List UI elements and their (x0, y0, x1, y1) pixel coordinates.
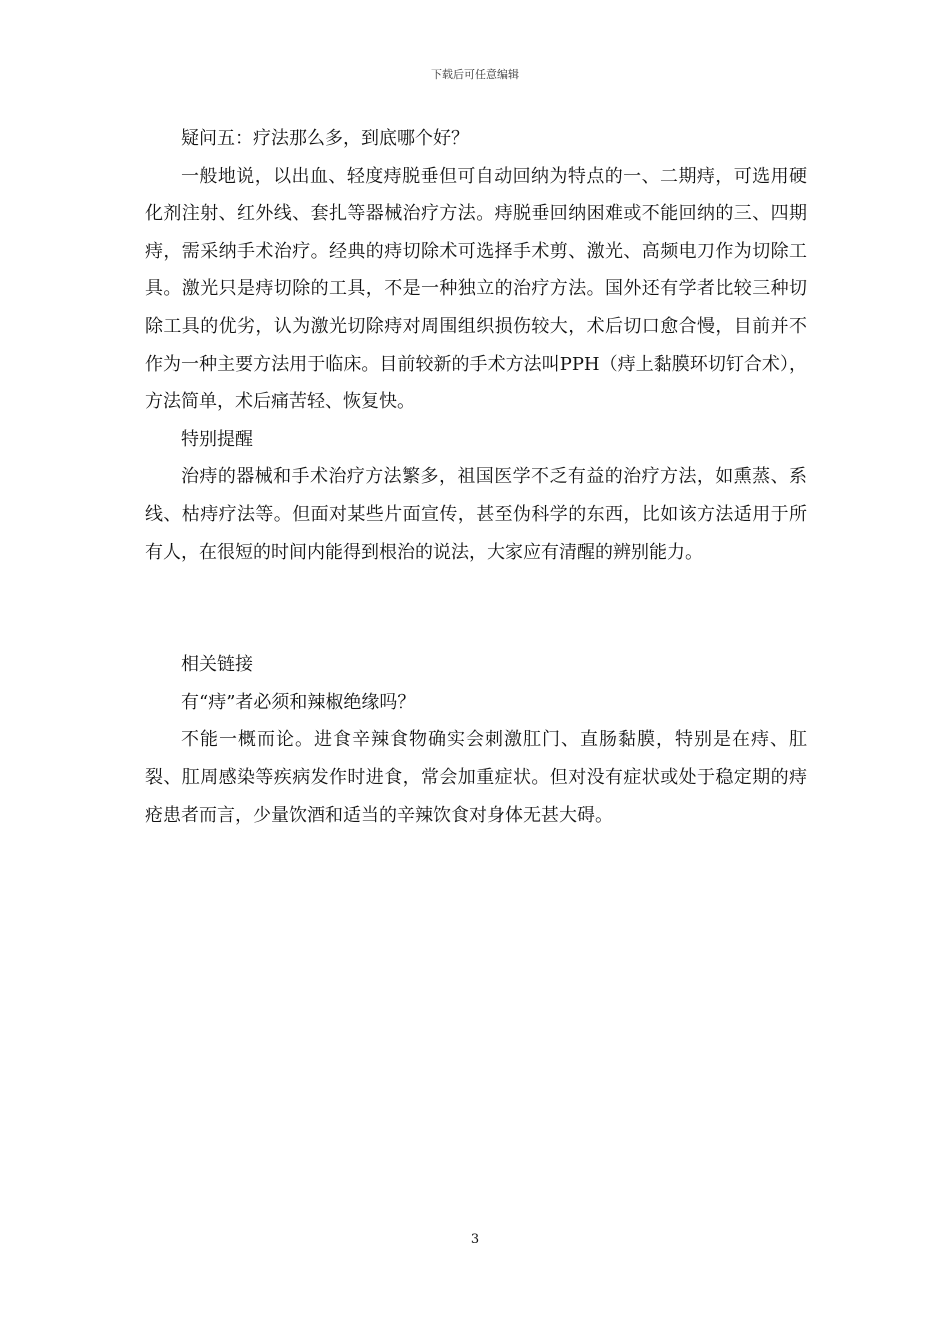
page-number: 3 (470, 1232, 480, 1247)
document-body (145, 120, 807, 834)
related-question: 有“痔”者必须和辣椒绝缘吗？ (181, 691, 416, 713)
section-spacer (145, 571, 807, 646)
body-paragraph-reminder: 治痔的器械和手术治疗方法繁多，祖国医学不乏有益的治疗方法，如熏蒸、系线、枯痔疗法等。但面对某些片面宣传，甚至伪科学的东西，比如该方法适用于所有人，在很短的时间内能得到根治的说法，大家应有清醒的辨别能力。 (145, 466, 807, 563)
related-answer: 不能一概而论。进食辛辣食物确实会刺激肛门、直肠黏膜，特别是在痔、肛裂、肛周感染等疾病发作时进食，常会加重症状。但对没有症状或处于稳定期的痔疮患者而言，少量饮酒和适当的辛辣饮食对身体无甚大碍。 (145, 729, 807, 826)
section-heading-special-reminder: 特别提醒 (181, 428, 253, 450)
body-paragraph-treatment-options: 一般地说，以出血、轻度痔脱垂但可自动回纳为特点的一、二期痔，可选用硬化剂注射、红外线、套扎等器械治疗方法。痔脱垂回纳困难或不能回纳的三、四期痔，需采纳手术治疗。经典的痔切除术可选择手术剪、激光、高频电刀作为切除工具。激光只是痔切除的工具，不是一种独立的治疗方法。国外还有学者比较三种切除工具的优劣，认为激光切除痔对周围组织损伤较大，术后切口愈合慢，目前并不作为一种主要方法用于临床。目前较新的手术方法叫PPH（痔上黏膜环切钉合术），方法简单，术后痛苦轻、恢复快。 (145, 165, 807, 413)
page-header: 下载后可任意编辑 (431, 68, 519, 81)
related-links-title: 相关链接 (181, 654, 253, 676)
section-heading-question-five: 疑问五：疗法那么多，到底哪个好？ (181, 128, 469, 149)
